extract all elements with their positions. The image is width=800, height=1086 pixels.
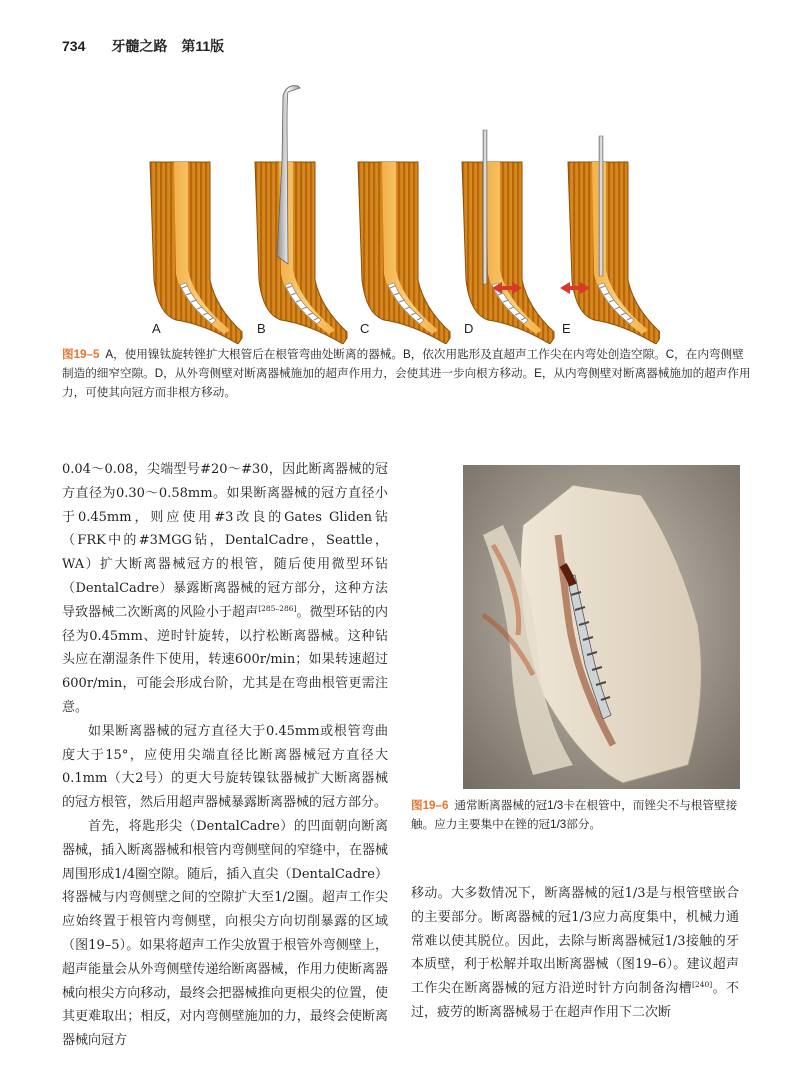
left-paragraph-1-tail: 。微型环钻的内径为0.45mm、逆时针旋转，以拧松断离器械。这种钻头应在潮湿条件下使用，转速600r/min；如果转速超过600r/min，可能会形成台阶，尤其是在弯曲根管更需注意。: [62, 604, 388, 715]
figure-19-5-label: 图19–5: [62, 348, 100, 361]
panel-label-e: E: [562, 321, 571, 336]
right-paragraph-1: [411, 882, 739, 1025]
panel-b-tooth: [255, 162, 347, 344]
page-number: 734: [62, 38, 86, 54]
figure-19-6-photo: [463, 465, 740, 789]
citation-ref: [285–286]: [258, 603, 297, 613]
left-column: [62, 458, 388, 1053]
left-paragraph-1: [62, 458, 388, 720]
running-header: [62, 36, 224, 56]
right-column: [411, 882, 739, 1025]
left-paragraph-3: 首先，将匙形尖（DentalCadre）的凹面朝向断离器械，插入断离器械和根管内弯侧壁间的窄缝中，在器械周围形成1/4圈空隙。随后，插入直尖（DentalCadre）将器械与内弯侧壁之间的空隙扩大至1/2圈。超声工作尖应始终置于根管内弯侧壁，向根尖方向切削暴露的区域（图19–5）。如果将超声工作尖放置于根管外弯侧壁上，超声能量会从外弯侧壁传递给断离器械，作用力使断离器械向根尖方向移动，最终会把器械推向更根尖的位置，使其更难取出；相反，对内弯侧壁施加的力，最终会使断离器械向冠方: [62, 818, 388, 1049]
citation-ref: [240]: [692, 980, 713, 990]
figure-19-6-caption: [411, 796, 741, 834]
panel-label-b: B: [257, 321, 266, 336]
panel-c-tooth: [358, 162, 450, 344]
figure-19-5-caption: [62, 345, 752, 402]
panel-d-ultrasonic-tip: [483, 130, 487, 284]
panel-d-tooth: [462, 162, 554, 344]
panel-e-ultrasonic-tip: [599, 136, 603, 276]
panel-label-c: C: [360, 321, 370, 336]
book-title: 牙髓之路 第11版: [111, 38, 225, 54]
figure-19-5-caption-text: A，使用镍钛旋转锉扩大根管后在根管弯曲处断离的器械。B，依次用匙形及直超声工作尖在内弯处创造空隙。C，在内弯侧壁制造的细窄空隙。D，从外弯侧壁对断离器械施加的超声作用力，会使其进一步向根方移动。E，从内弯侧壁对断离器械施加的超声作用力，可使其向冠方而非根方移动。: [62, 348, 751, 399]
panel-a-tooth: [150, 162, 242, 344]
figure-19-6-caption-text: 通常断离器械的冠1/3卡在根管中，而锉尖不与根管壁接触。应力主要集中在锉的冠1/3部分。: [411, 799, 738, 831]
panel-label-a: A: [152, 321, 161, 336]
right-paragraph-1-tail: 。不过，疲劳的断离器械易于在超声作用下二次断: [411, 981, 739, 1020]
panel-label-d: D: [464, 321, 474, 336]
right-paragraph-1-text: 移动。大多数情况下，断离器械的冠1/3是与根管壁嵌合的主要部分。断离器械的冠1/3应力高度集中，机械力通常难以使其脱位。因此，去除与断离器械冠1/3接触的牙本质壁，利于松解并取出断离器械（图19–6）。建议超声工作尖在断离器械的冠方沿逆时针方向制备沟槽: [411, 886, 739, 997]
left-paragraph-1-text: 0.04～0.08，尖端型号#20～#30，因此断离器械的冠方直径为0.30～0.58mm。如果断离器械的冠方直径小于0.45mm，则应使用#3改良的Gates Gliden钻（FRK中的#3MGG钻，DentalCadre，Seattle，WA）扩大断离器械冠方的根管，随后使用微型环钻（DentalCadre）暴露断离器械的冠方部分，这种方法导致器械二次断离的风险小于超声: [62, 462, 388, 620]
figure-19-6-label: 图19–6: [411, 799, 449, 812]
panel-e-tooth: [568, 162, 660, 344]
left-paragraph-2: 如果断离器械的冠方直径大于0.45mm或根管弯曲度大于15°，应使用尖端直径比断离器械冠方直径大0.1mm（大2号）的更大号旋转镍钛器械扩大断离器械的冠方根管，然后用超声器械暴露断离器械的冠方部分。: [62, 723, 388, 811]
figure-19-5-illustration: [140, 84, 660, 344]
